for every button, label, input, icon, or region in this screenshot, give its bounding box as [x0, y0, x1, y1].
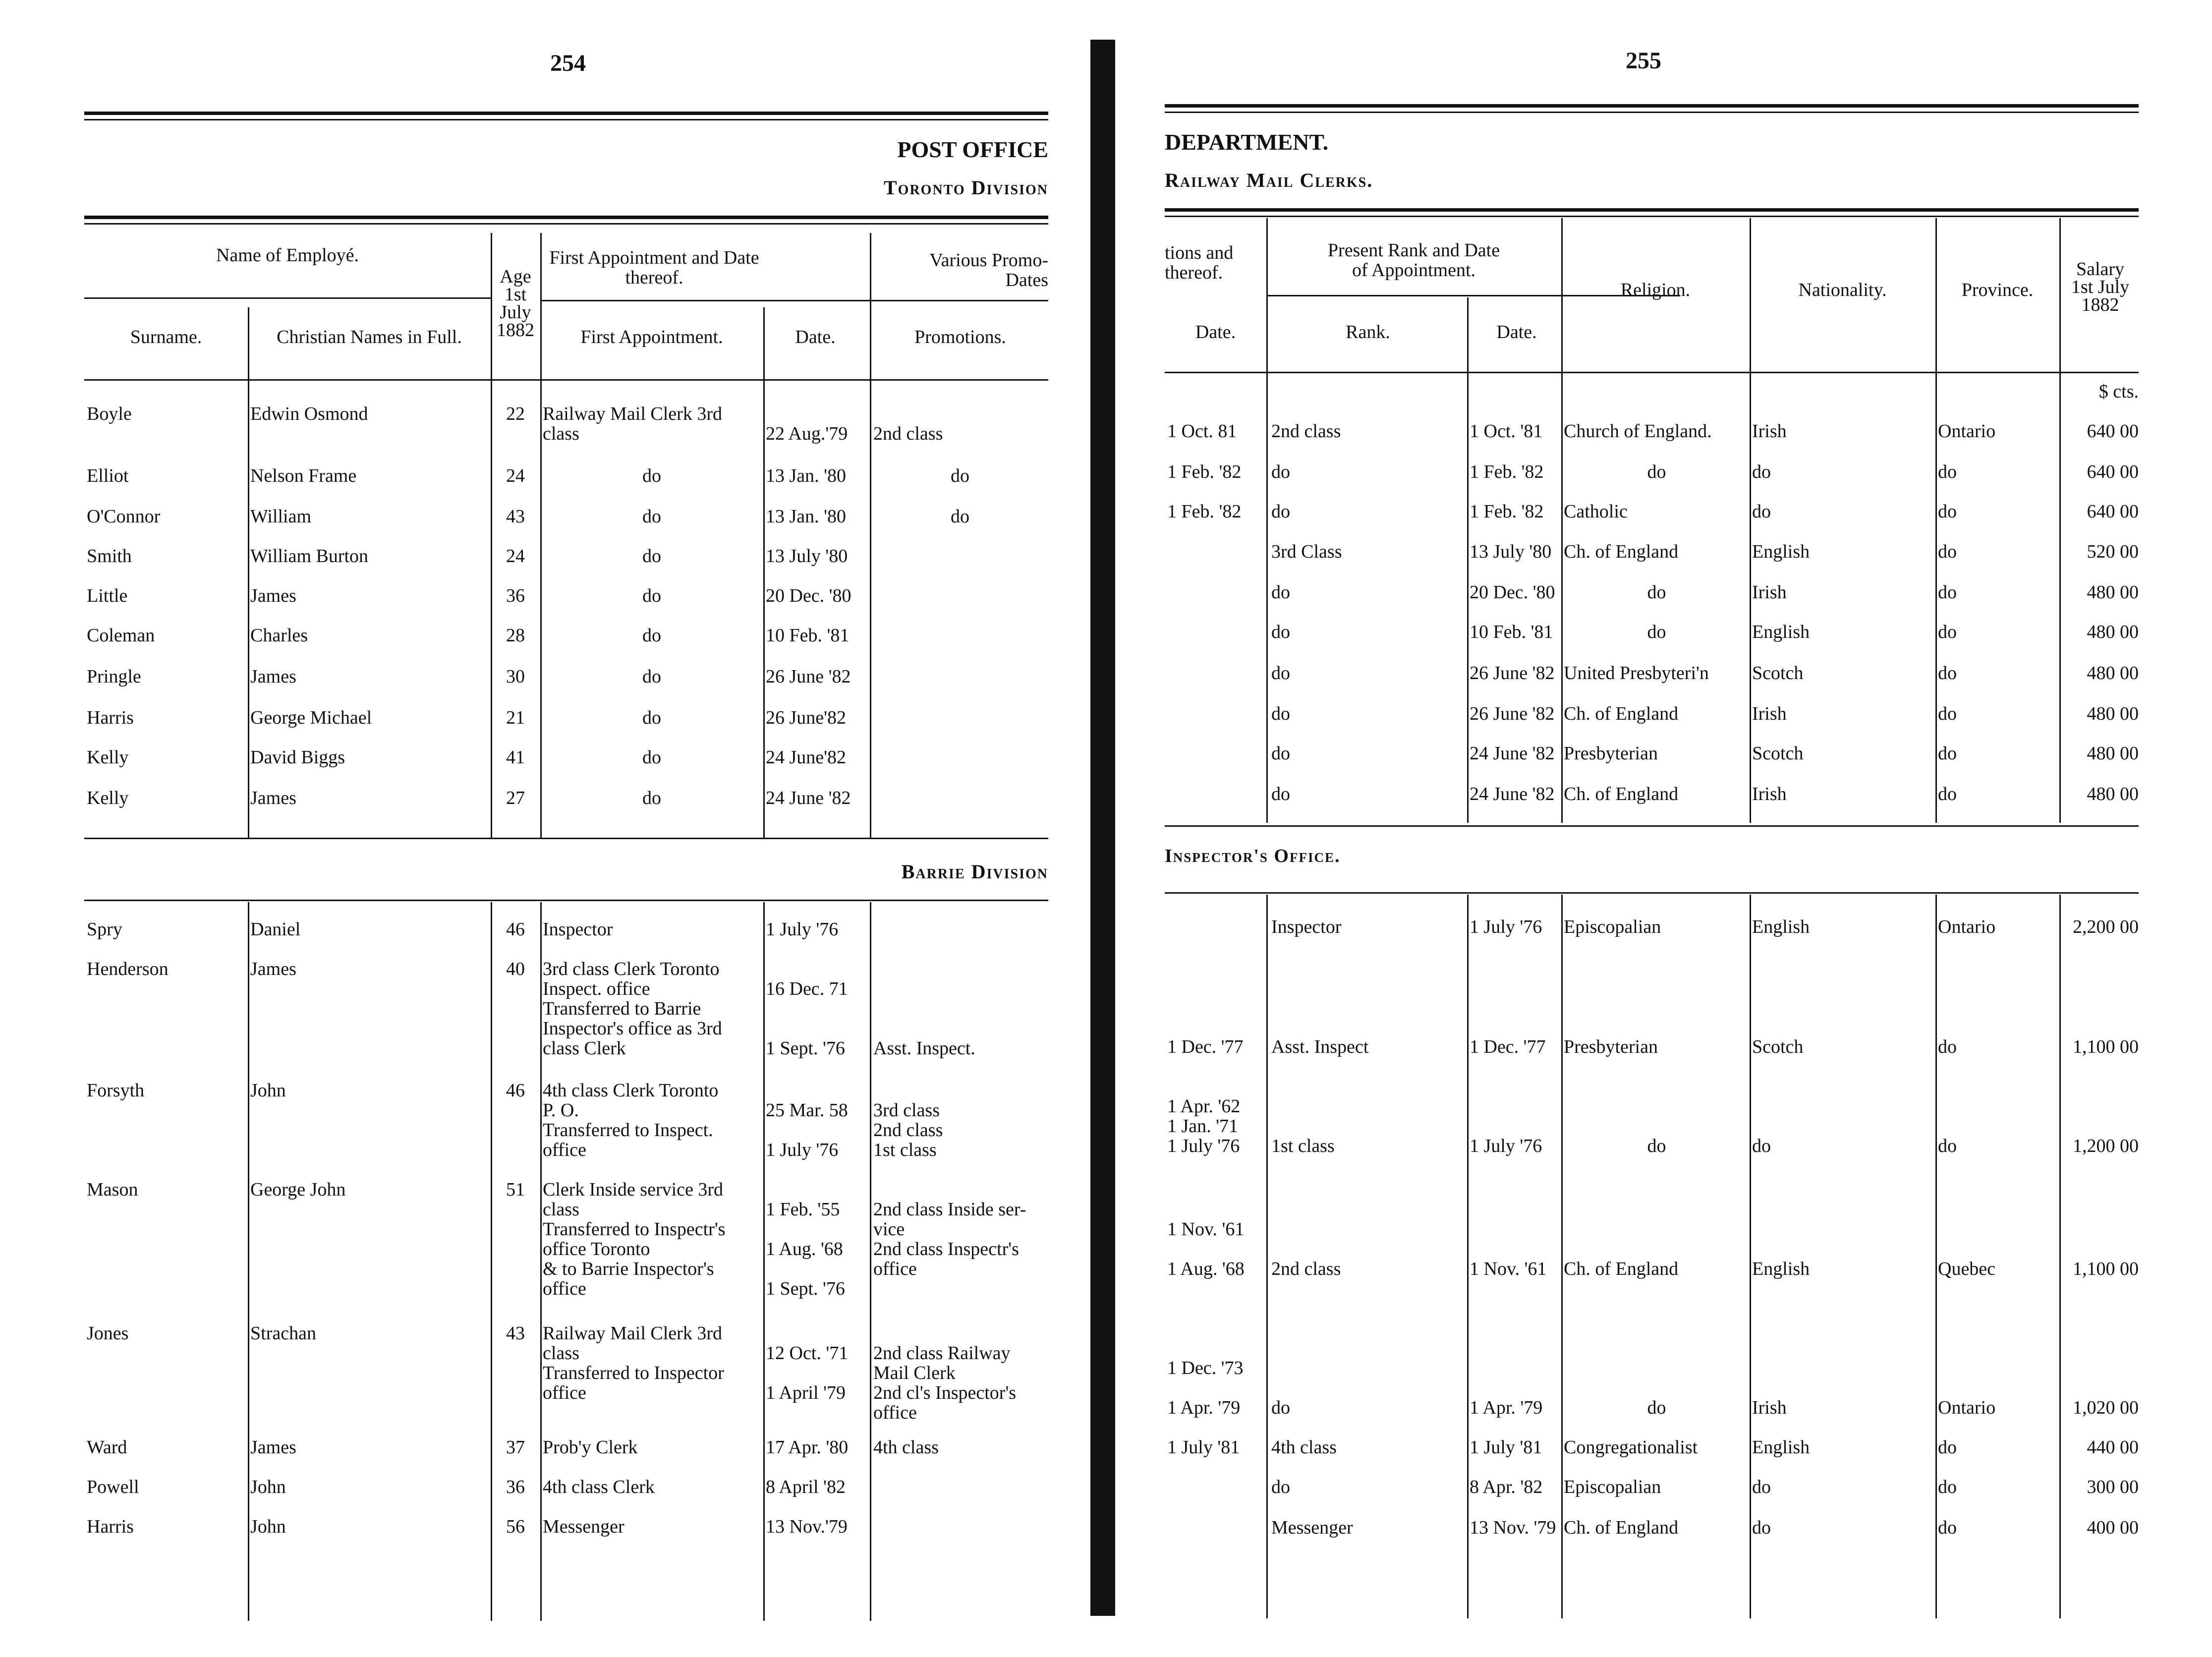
section-title: Inspector's Office. [1165, 846, 1341, 866]
table-top-rule [1165, 208, 2139, 217]
salary-cell: 2,200 00 [2073, 916, 2139, 937]
age-cell: 30 [506, 666, 525, 687]
first-appointment-cell: Railway Mail Clerk 3rd class [543, 403, 722, 444]
first-appointment-cell: do [642, 788, 661, 808]
table-top-rule [84, 216, 1048, 225]
section-heading: DEPARTMENT. [1165, 129, 1329, 155]
salary-cell: 480 00 [2087, 784, 2139, 804]
section-title: Railway Mail Clerks. [1165, 169, 1373, 191]
province-cell: do [1938, 1136, 1957, 1156]
division-rule [84, 900, 1048, 901]
salary-cell: 1,020 00 [2073, 1397, 2139, 1418]
religion-cell: Ch. of England [1564, 1517, 1679, 1538]
header-rule [540, 300, 1048, 301]
rank-date-cell: 13 Nov. '79 [1470, 1517, 1556, 1538]
promotion-cell: do [951, 465, 969, 486]
rank-date-cell: 1 Oct. '81 [1470, 421, 1543, 442]
first-appointment-cell: do [642, 747, 661, 768]
age-cell: 24 [506, 465, 525, 486]
promotion-date-cell: 1 Dec. '77 [1167, 1036, 1244, 1057]
first-appointment-cell: Railway Mail Clerk 3rd class Transferred to Inspector office [543, 1323, 724, 1403]
province-cell: do [1938, 541, 1957, 562]
col-age: Age 1st July 1882 [497, 266, 534, 341]
surname-cell: Pringle [87, 666, 141, 687]
appointment-date-cell: 12 Oct. '71 1 April '79 [766, 1343, 849, 1403]
religion-cell: Presbyterian [1564, 1036, 1658, 1057]
salary-cell: 1,100 00 [2073, 1036, 2139, 1057]
appointment-date-cell: 20 Dec. '80 [766, 585, 851, 606]
header-bottom-rule [84, 379, 1048, 381]
appointment-date-cell: 13 Jan. '80 [766, 465, 847, 486]
first-appointment-cell: 3rd class Clerk Toronto Inspect. office Transferred to Barrie Inspector's office as 3rd class Clerk [543, 959, 722, 1059]
age-cell: 22 [506, 403, 525, 424]
province-cell: do [1938, 703, 1957, 724]
christian-name-cell: George Michael [250, 707, 372, 728]
nationality-cell: Scotch [1752, 743, 1804, 764]
promotion-date-cell: 1 July '81 [1167, 1437, 1240, 1458]
nationality-cell: do [1752, 501, 1771, 522]
rank-cell: do [1271, 743, 1290, 764]
division-title: Toronto Division [884, 176, 1048, 199]
col-first: First Appointment. [580, 327, 723, 347]
christian-name-cell: William Burton [250, 546, 369, 567]
col-group-promo: Various Promo- Dates [929, 250, 1048, 290]
section-heading: POST OFFICE [897, 137, 1048, 162]
age-cell: 46 [506, 919, 525, 940]
nationality-cell: Irish [1752, 703, 1787, 724]
column-divider [491, 902, 492, 1621]
column-divider [1561, 218, 1563, 823]
age-cell: 43 [506, 1323, 525, 1344]
salary-cell: 440 00 [2087, 1437, 2139, 1458]
col-salary: Salary 1st July 1882 [2071, 259, 2130, 315]
rank-date-cell: 26 June '82 [1470, 663, 1555, 684]
column-divider [1750, 895, 1751, 1618]
religion-cell: do [1647, 1136, 1666, 1156]
religion-cell: do [1647, 582, 1666, 603]
promotion-cell: do [951, 506, 969, 527]
rank-cell: do [1271, 582, 1290, 603]
nationality-cell: English [1752, 916, 1810, 937]
promotion-cell: 2nd class [873, 423, 943, 444]
rank-cell: Asst. Inspect [1271, 1036, 1369, 1057]
rank-date-cell: 20 Dec. '80 [1470, 582, 1555, 603]
appointment-date-cell: 13 Jan. '80 [766, 506, 847, 527]
province-cell: Ontario [1938, 916, 1996, 937]
appointment-date-cell: 10 Feb. '81 [766, 625, 850, 646]
salary-cell: 480 00 [2087, 743, 2139, 764]
salary-cell: 300 00 [2087, 1477, 2139, 1497]
appointment-date-cell: 26 June'82 [766, 707, 847, 728]
nationality-cell: do [1752, 1477, 1771, 1497]
surname-cell: Powell [87, 1477, 139, 1497]
col-date: Date. [795, 327, 836, 347]
rank-cell: 2nd class [1271, 1258, 1341, 1279]
christian-name-cell: George John [250, 1179, 346, 1200]
column-divider [1935, 218, 1937, 823]
first-appointment-cell: Clerk Inside service 3rd class Transferred to Inspectr's office Toronto & to Barrie Inspector's office [543, 1179, 726, 1299]
appointment-date-cell: 24 June '82 [766, 788, 851, 808]
promotion-cell: Asst. Inspect. [873, 1038, 975, 1059]
province-cell: do [1938, 1437, 1957, 1458]
column-divider [491, 233, 492, 838]
salary-cell: 400 00 [2087, 1517, 2139, 1538]
col-promo-date: Date. [1195, 322, 1236, 343]
column-divider [763, 307, 765, 838]
rank-cell: do [1271, 1477, 1290, 1497]
column-divider [1467, 297, 1469, 823]
surname-cell: Mason [87, 1179, 138, 1200]
column-divider [248, 902, 249, 1621]
header-rule [84, 297, 491, 299]
appointment-date-cell: 13 Nov.'79 [766, 1516, 848, 1537]
rank-cell: 4th class [1271, 1437, 1337, 1458]
rank-cell: do [1271, 461, 1290, 482]
rank-date-cell: 24 June '82 [1470, 784, 1555, 804]
province-cell: do [1938, 784, 1957, 804]
surname-cell: O'Connor [87, 506, 161, 527]
rank-cell: do [1271, 703, 1290, 724]
division-rule [84, 838, 1048, 839]
christian-name-cell: Strachan [250, 1323, 316, 1344]
book-gutter [1090, 40, 1115, 1616]
column-divider [1935, 895, 1937, 1618]
christian-name-cell: John [250, 1516, 286, 1537]
salary-cell: 480 00 [2087, 582, 2139, 603]
rank-date-cell: 1 July '76 [1470, 1136, 1542, 1156]
rank-date-cell: 1 Feb. '82 [1470, 501, 1544, 522]
col-group-first: First Appointment and Date thereof. [549, 247, 759, 288]
nationality-cell: English [1752, 1437, 1810, 1458]
first-appointment-cell: do [642, 585, 661, 606]
province-cell: do [1938, 501, 1957, 522]
column-divider [870, 233, 871, 838]
first-appointment-cell: 4th class Clerk [543, 1477, 655, 1497]
age-cell: 41 [506, 747, 525, 768]
christian-name-cell: Nelson Frame [250, 465, 357, 486]
first-appointment-cell: Prob'y Clerk [543, 1437, 638, 1458]
province-cell: do [1938, 622, 1957, 642]
age-cell: 27 [506, 788, 525, 808]
appointment-date-cell: 16 Dec. 71 1 Sept. '76 [766, 978, 848, 1059]
column-divider [2059, 895, 2061, 1618]
nationality-cell: Scotch [1752, 1036, 1804, 1057]
christian-name-cell: James [250, 585, 296, 606]
nationality-cell: Irish [1752, 582, 1787, 603]
province-cell: do [1938, 1517, 1957, 1538]
page-number: 254 [550, 50, 586, 76]
province-cell: do [1938, 582, 1957, 603]
salary-cell: 1,200 00 [2073, 1136, 2139, 1156]
rank-date-cell: 1 Dec. '77 [1470, 1036, 1546, 1057]
first-appointment-cell: Inspector [543, 919, 613, 940]
religion-cell: do [1647, 622, 1666, 642]
left-page [0, 0, 1090, 1657]
rank-date-cell: 13 July '80 [1470, 541, 1552, 562]
rank-cell: 1st class [1271, 1136, 1335, 1156]
promotion-date-cell: 1 Feb. '82 [1167, 501, 1242, 522]
surname-cell: Jones [87, 1323, 129, 1344]
religion-cell: United Presbyteri'n [1564, 663, 1709, 684]
promotion-date-cell: 1 Nov. '61 1 Aug. '68 [1167, 1219, 1245, 1279]
promotion-cell: 2nd class Inside ser- vice 2nd class Inspectr's office [873, 1199, 1026, 1279]
christian-name-cell: Charles [250, 625, 308, 646]
surname-cell: Kelly [87, 747, 129, 768]
promotion-date-cell: 1 Dec. '73 1 Apr. '79 [1167, 1358, 1244, 1418]
nationality-cell: do [1752, 1136, 1771, 1156]
col-group-present: Present Rank and Date of Appointment. [1327, 240, 1500, 281]
page-number: 255 [1626, 48, 1661, 74]
promotion-date-cell: 1 Oct. 81 [1167, 421, 1237, 442]
surname-cell: Forsyth [87, 1080, 145, 1101]
nationality-cell: Irish [1752, 421, 1787, 442]
christian-name-cell: Daniel [250, 919, 301, 940]
age-cell: 24 [506, 546, 525, 567]
christian-name-cell: James [250, 1437, 296, 1458]
nationality-cell: Irish [1752, 784, 1787, 804]
rank-date-cell: 1 Apr. '79 [1470, 1397, 1543, 1418]
column-divider [540, 233, 542, 838]
column-divider [540, 902, 542, 1621]
column-divider [763, 902, 765, 1621]
col-nationality: Nationality. [1798, 280, 1887, 300]
rank-date-cell: 26 June '82 [1470, 703, 1555, 724]
header-bottom-rule [1165, 372, 2139, 373]
salary-cell: 480 00 [2087, 703, 2139, 724]
appointment-date-cell: 24 June'82 [766, 747, 847, 768]
col-christian: Christian Names in Full. [277, 327, 462, 347]
col-promotions: Promotions. [914, 327, 1006, 347]
appointment-date-cell: 22 Aug.'79 [766, 423, 848, 444]
col-rank: Rank. [1346, 322, 1390, 343]
nationality-cell: English [1752, 541, 1810, 562]
appointment-date-cell: 26 June '82 [766, 666, 851, 687]
promotion-cell: 4th class [873, 1437, 939, 1458]
promotion-date-cell: 1 Apr. '62 1 Jan. '71 1 July '76 [1167, 1096, 1241, 1156]
christian-name-cell: John [250, 1080, 286, 1101]
rank-date-cell: 1 Nov. '61 [1470, 1258, 1547, 1279]
section-rule [1165, 892, 2139, 894]
first-appointment-cell: do [642, 465, 661, 486]
rank-cell: Inspector [1271, 916, 1342, 937]
rank-cell: Messenger [1271, 1517, 1353, 1538]
surname-cell: Spry [87, 919, 122, 940]
rank-cell: do [1271, 1397, 1290, 1418]
nationality-cell: English [1752, 1258, 1810, 1279]
column-divider [248, 307, 249, 838]
promotion-cell: 3rd class 2nd class 1st class [873, 1100, 943, 1160]
first-appointment-cell: 4th class Clerk Toronto P. O. Transferred to Inspect. office [543, 1080, 719, 1160]
section-rule [1165, 825, 2139, 827]
page-rule [84, 112, 1048, 120]
first-appointment-cell: do [642, 625, 661, 646]
appointment-date-cell: 17 Apr. '80 [766, 1437, 849, 1458]
religion-cell: do [1647, 461, 1666, 482]
christian-name-cell: David Biggs [250, 747, 345, 768]
first-appointment-cell: do [642, 506, 661, 527]
appointment-date-cell: 1 Feb. '55 1 Aug. '68 1 Sept. '76 [766, 1199, 845, 1299]
age-cell: 21 [506, 707, 525, 728]
surname-cell: Elliot [87, 465, 129, 486]
promotion-cell: 2nd class Railway Mail Clerk 2nd cl's Inspector's office [873, 1343, 1017, 1423]
salary-cell: 640 00 [2087, 501, 2139, 522]
age-cell: 43 [506, 506, 525, 527]
province-cell: Ontario [1938, 421, 1996, 442]
religion-cell: Ch. of England [1564, 784, 1679, 804]
col-religion: Religion. [1620, 280, 1691, 300]
christian-name-cell: John [250, 1477, 286, 1497]
surname-cell: Coleman [87, 625, 155, 646]
appointment-date-cell: 13 July '80 [766, 546, 848, 567]
age-cell: 46 [506, 1080, 525, 1101]
province-cell: do [1938, 1036, 1957, 1057]
nationality-cell: do [1752, 1517, 1771, 1538]
column-divider [1266, 895, 1268, 1618]
religion-cell: do [1647, 1397, 1666, 1418]
col-surname: Surname. [130, 327, 202, 347]
province-cell: do [1938, 1477, 1957, 1497]
rank-cell: do [1271, 501, 1290, 522]
surname-cell: Boyle [87, 403, 132, 424]
religion-cell: Ch. of England [1564, 1258, 1679, 1279]
nationality-cell: Scotch [1752, 663, 1804, 684]
surname-cell: Ward [87, 1437, 127, 1458]
province-cell: do [1938, 663, 1957, 684]
rank-date-cell: 1 July '81 [1470, 1437, 1542, 1458]
rank-date-cell: 1 Feb. '82 [1470, 461, 1544, 482]
first-appointment-cell: do [642, 546, 661, 567]
nationality-cell: do [1752, 461, 1771, 482]
salary-cell: 1,100 00 [2073, 1258, 2139, 1279]
surname-cell: Henderson [87, 959, 169, 979]
first-appointment-cell: Messenger [543, 1516, 624, 1537]
salary-cell: 480 00 [2087, 622, 2139, 642]
christian-name-cell: William [250, 506, 311, 527]
first-appointment-cell: do [642, 666, 661, 687]
rank-date-cell: 8 Apr. '82 [1470, 1477, 1543, 1497]
salary-cell: 640 00 [2087, 461, 2139, 482]
rank-cell: do [1271, 622, 1290, 642]
rank-cell: 2nd class [1271, 421, 1341, 442]
col-rank-date: Date. [1496, 322, 1537, 343]
age-cell: 36 [506, 585, 525, 606]
rank-date-cell: 10 Feb. '81 [1470, 622, 1553, 642]
religion-cell: Presbyterian [1564, 743, 1658, 764]
christian-name-cell: James [250, 959, 296, 979]
appointment-date-cell: 8 April '82 [766, 1477, 846, 1497]
nationality-cell: English [1752, 622, 1810, 642]
province-cell: do [1938, 743, 1957, 764]
religion-cell: Episcopalian [1564, 916, 1661, 937]
province-cell: Ontario [1938, 1397, 1996, 1418]
surname-cell: Kelly [87, 788, 129, 808]
salary-cell: 480 00 [2087, 663, 2139, 684]
nationality-cell: Irish [1752, 1397, 1787, 1418]
rank-cell: do [1271, 663, 1290, 684]
appointment-date-cell: 1 July '76 [766, 919, 839, 940]
salary-cell: 520 00 [2087, 541, 2139, 562]
column-divider [1561, 895, 1563, 1618]
rank-date-cell: 24 June '82 [1470, 743, 1555, 764]
religion-cell: Ch. of England [1564, 541, 1679, 562]
column-divider [1467, 895, 1469, 1618]
religion-cell: Catholic [1564, 501, 1628, 522]
first-appointment-cell: do [642, 707, 661, 728]
province-cell: do [1938, 461, 1957, 482]
christian-name-cell: James [250, 666, 296, 687]
age-cell: 37 [506, 1437, 525, 1458]
age-cell: 51 [506, 1179, 525, 1200]
surname-cell: Little [87, 585, 128, 606]
age-cell: 36 [506, 1477, 525, 1497]
column-divider [1266, 218, 1268, 823]
religion-cell: Church of England. [1564, 421, 1712, 442]
col-group-name: Name of Employé. [216, 245, 359, 266]
column-divider [870, 902, 871, 1621]
christian-name-cell: James [250, 788, 296, 808]
appointment-date-cell: 25 Mar. 58 1 July '76 [766, 1100, 848, 1160]
province-cell: Quebec [1938, 1258, 1996, 1279]
christian-name-cell: Edwin Osmond [250, 403, 368, 424]
age-cell: 28 [506, 625, 525, 646]
rank-cell: 3rd Class [1271, 541, 1342, 562]
age-cell: 40 [506, 959, 525, 979]
col-province: Province. [1961, 280, 2034, 300]
religion-cell: Episcopalian [1564, 1477, 1661, 1497]
page-rule [1165, 104, 2139, 113]
division-title: Barrie Division [901, 860, 1048, 883]
religion-cell: Congregationalist [1564, 1437, 1698, 1458]
column-divider [1750, 218, 1751, 823]
surname-cell: Harris [87, 1516, 134, 1537]
religion-cell: Ch. of England [1564, 703, 1679, 724]
rank-cell: do [1271, 784, 1290, 804]
surname-cell: Smith [87, 546, 132, 567]
currency-label: $ cts. [2099, 381, 2139, 402]
col-promo-cont: tions and thereof. [1165, 242, 1234, 283]
right-page [1115, 0, 2212, 1657]
promotion-date-cell: 1 Feb. '82 [1167, 461, 1242, 482]
rank-date-cell: 1 July '76 [1470, 916, 1542, 937]
age-cell: 56 [506, 1516, 525, 1537]
salary-cell: 640 00 [2087, 421, 2139, 442]
surname-cell: Harris [87, 707, 134, 728]
